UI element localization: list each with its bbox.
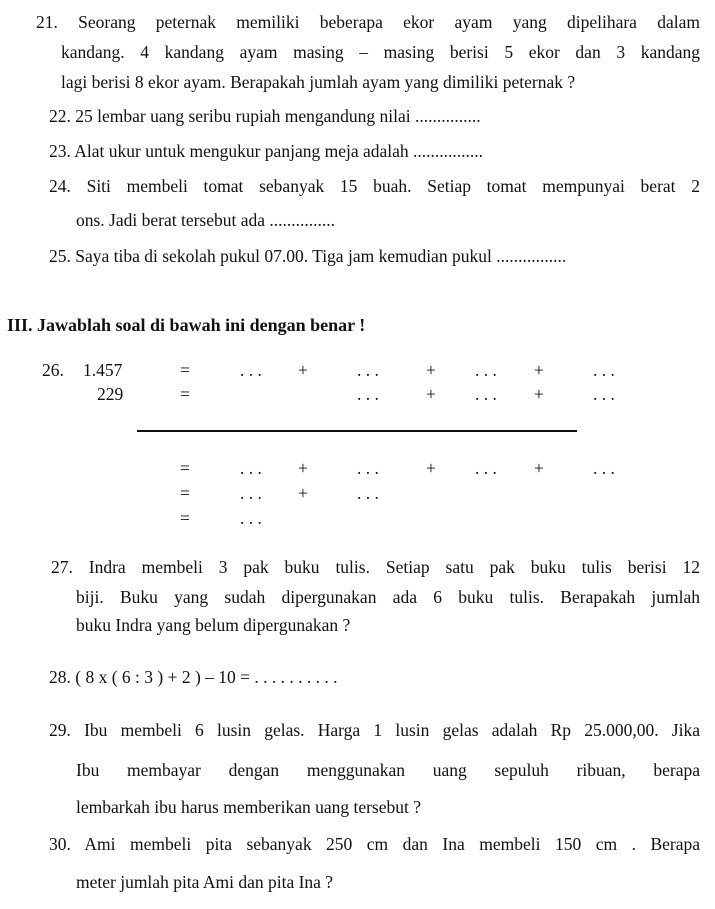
q21-line-3: lagi berisi 8 ekor ayam. Berapakah jumlah ayam yang dimiliki peternak ? (61, 72, 576, 92)
q26-plus: + (298, 360, 308, 380)
q26-eq: = (180, 483, 190, 503)
q26-plus: + (298, 483, 308, 503)
q26-eq: = (180, 384, 190, 404)
q21-line-1: 21. Seorang peternak memiliki beberapa ekor ayam yang dipelihara dalam (36, 12, 700, 32)
q27-line-3: buku Indra yang belum dipergunakan ? (76, 615, 351, 635)
q21-line-2: kandang. 4 kandang ayam masing – masing berisi 5 ekor dan 3 kandang (61, 42, 700, 62)
q26-blank: . . . (593, 384, 615, 404)
q30-line-2: meter jumlah pita Ami dan pita Ina ? (76, 872, 334, 892)
q26-value-b: 229 (97, 384, 124, 404)
q26-blank: . . . (593, 360, 615, 380)
q26-number: 26. (42, 360, 64, 380)
q26-blank: . . . (357, 458, 379, 478)
q27-line-2: biji. Buku yang sudah dipergunakan ada 6 buku tulis. Berapakah jumlah (76, 587, 700, 607)
q24-line-2: ons. Jadi berat tersebut ada ............... (76, 210, 336, 230)
section-heading: III. Jawablah soal di bawah ini dengan benar ! (7, 315, 366, 335)
q26-plus: + (426, 458, 436, 478)
q26-blank: . . . (475, 384, 497, 404)
q26-sum-line (137, 430, 577, 432)
q26-blank: . . . (475, 458, 497, 478)
q22: 22. 25 lembar uang seribu rupiah mengandung nilai ............... (49, 106, 481, 126)
q26-plus: + (426, 360, 436, 380)
q26-eq: = (180, 508, 190, 528)
q26-blank: . . . (240, 458, 262, 478)
q26-blank: . . . (240, 360, 262, 380)
q26-blank: . . . (357, 384, 379, 404)
q30-line-1: 30. Ami membeli pita sebanyak 250 cm dan Ina membeli 150 cm . Berapa (49, 834, 700, 854)
q26-plus: + (426, 384, 436, 404)
q26-blank: . . . (357, 360, 379, 380)
q26-plus: + (534, 458, 544, 478)
q24-line-1: 24. Siti membeli tomat sebanyak 15 buah. Setiap tomat mempunyai berat 2 (49, 176, 700, 196)
q26-value-a: 1.457 (83, 360, 123, 380)
q26-blank: . . . (475, 360, 497, 380)
q26-plus: + (534, 360, 544, 380)
q27-line-1: 27. Indra membeli 3 pak buku tulis. Setiap satu pak buku tulis berisi 12 (51, 557, 700, 577)
q26-blank: . . . (240, 483, 262, 503)
q26-plus: + (534, 384, 544, 404)
q29-line-3: lembarkah ibu harus memberikan uang tersebut ? (76, 797, 422, 817)
q26-plus: + (298, 458, 308, 478)
q26-blank: . . . (357, 483, 379, 503)
q29-line-2: Ibu membayar dengan menggunakan uang sepuluh ribuan, berapa (76, 760, 700, 780)
q25: 25. Saya tiba di sekolah pukul 07.00. Tiga jam kemudian pukul ................ (49, 246, 567, 266)
q29-line-1: 29. Ibu membeli 6 lusin gelas. Harga 1 lusin gelas adalah Rp 25.000,00. Jika (49, 720, 700, 740)
q26-eq: = (180, 360, 190, 380)
q28: 28. ( 8 x ( 6 : 3 ) + 2 ) – 10 = . . . . . . . . . . (49, 667, 338, 687)
q26-blank: . . . (593, 458, 615, 478)
q26-eq: = (180, 458, 190, 478)
q26-blank: . . . (240, 508, 262, 528)
q23: 23. Alat ukur untuk mengukur panjang meja adalah ................ (49, 141, 484, 161)
